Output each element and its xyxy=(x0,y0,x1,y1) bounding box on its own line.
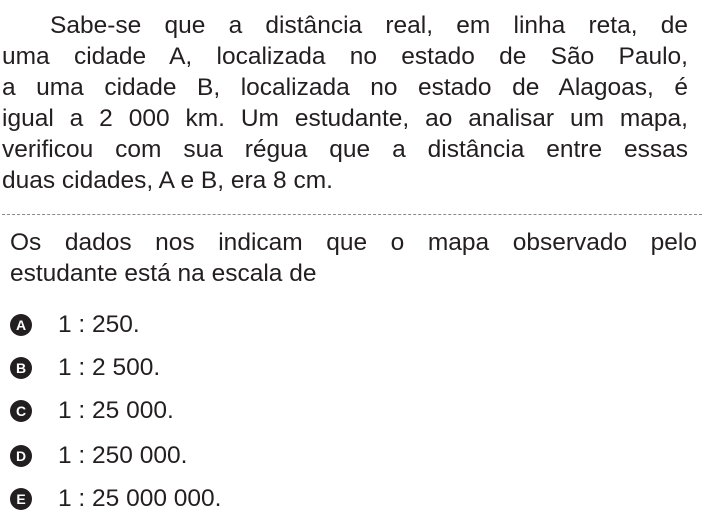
question-line-1: Os dados nos indicam que o mapa observado pelo xyxy=(10,229,697,256)
dashed-divider xyxy=(2,214,702,215)
option-d-text: 1 : 250 000. xyxy=(58,442,188,469)
option-b[interactable] xyxy=(10,353,160,383)
option-c-text: 1 : 25 000. xyxy=(58,397,174,424)
passage-line-3: a uma cidade B, localizada no estado de Alagoas, é xyxy=(2,74,688,101)
question-line-2: estudante está na escala de xyxy=(10,260,317,287)
option-e-letter-badge: E xyxy=(10,488,32,510)
passage-line-6: duas cidades, A e B, era 8 cm. xyxy=(2,167,333,194)
option-b-text: 1 : 2 500. xyxy=(58,354,161,381)
option-a-letter-badge: A xyxy=(10,314,32,336)
option-c[interactable] xyxy=(10,396,174,426)
option-d[interactable] xyxy=(10,441,187,471)
option-c-letter-badge: C xyxy=(10,400,32,422)
option-a[interactable] xyxy=(10,310,140,340)
passage-line-5: verificou com sua régua que a distância entre essas xyxy=(2,136,688,163)
passage-line-1: Sabe-se que a distância real, em linha reta, de xyxy=(50,12,688,39)
option-b-letter-badge: B xyxy=(10,357,32,379)
option-e[interactable] xyxy=(10,484,221,514)
option-e-text: 1 : 25 000 000. xyxy=(58,485,222,512)
option-a-text: 1 : 250. xyxy=(58,311,140,338)
passage-line-2: uma cidade A, localizada no estado de São Paulo, xyxy=(2,43,688,70)
passage-line-4: igual a 2 000 km. Um estudante, ao analisar um mapa, xyxy=(2,105,688,132)
option-d-letter-badge: D xyxy=(10,445,32,467)
